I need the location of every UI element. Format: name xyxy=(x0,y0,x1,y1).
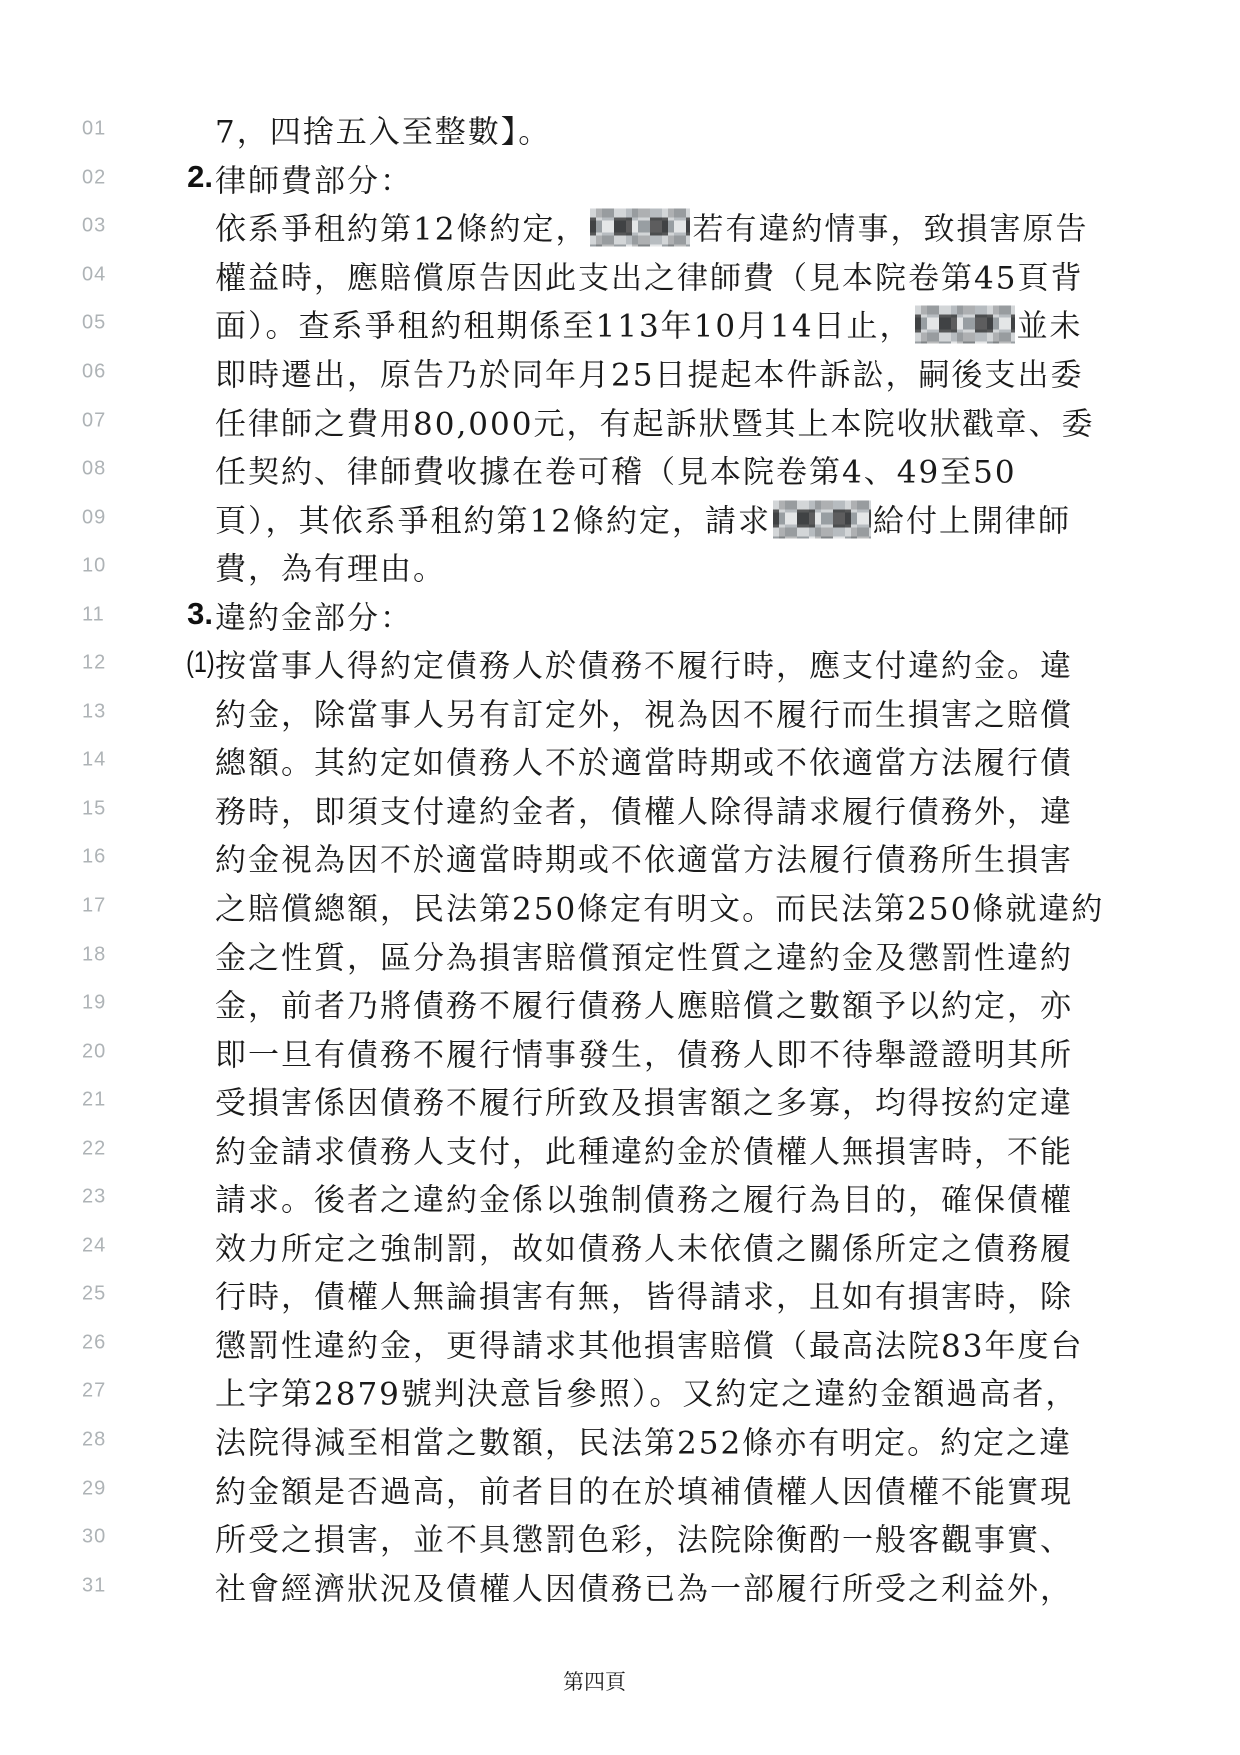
line-number: 14 xyxy=(82,748,107,771)
list-item-number: 2. xyxy=(187,159,213,195)
text-segment: 約金視為因不於適當時期或不依適當方法履行債務所生損害 xyxy=(215,842,1073,879)
text-segment: 給付上開律師 xyxy=(872,503,1071,540)
text-segment: 違約金部分： xyxy=(215,600,413,637)
line-number: 16 xyxy=(82,845,107,868)
text-segment: 社會經濟狀況及債權人因債務已為一部履行所受之利益外， xyxy=(215,1571,1073,1608)
line-row xyxy=(0,979,1240,1028)
line-text xyxy=(215,204,1088,249)
line-number: 31 xyxy=(82,1574,107,1597)
line-text xyxy=(187,592,413,637)
line-text xyxy=(215,981,1073,1026)
line-text xyxy=(215,884,1104,929)
line-number: 30 xyxy=(82,1525,107,1548)
line-text xyxy=(215,1078,1073,1123)
line-row xyxy=(0,1513,1240,1562)
line-number: 28 xyxy=(82,1428,107,1451)
line-row xyxy=(0,251,1240,300)
line-text xyxy=(215,786,1073,831)
line-text xyxy=(215,1369,1078,1414)
text-segment: 行時，債權人無論損害有無，皆得請求，且如有損害時，除 xyxy=(215,1279,1073,1316)
line-number: 11 xyxy=(82,603,105,626)
line-text xyxy=(215,932,1073,977)
line-text xyxy=(215,1272,1073,1317)
line-row xyxy=(0,299,1240,348)
line-row xyxy=(0,736,1240,785)
line-number: 09 xyxy=(82,506,107,529)
redacted-name-block xyxy=(590,209,690,247)
line-number: 17 xyxy=(82,894,107,917)
line-text xyxy=(215,1418,1072,1463)
line-number: 26 xyxy=(82,1331,107,1354)
line-number: 07 xyxy=(82,409,107,432)
line-number: 29 xyxy=(82,1477,107,1500)
text-segment: 所受之損害，並不具懲罰色彩，法院除衡酌一般客觀事實、 xyxy=(215,1522,1073,1559)
text-segment: 按當事人得約定債務人於債務不履行時，應支付違約金。違 xyxy=(215,648,1073,685)
line-text xyxy=(215,1126,1073,1171)
text-segment: 依系爭租約第12條約定， xyxy=(215,211,589,248)
text-segment: 效力所定之強制罰，故如債務人未依債之關係所定之債務履 xyxy=(215,1231,1073,1268)
line-text xyxy=(215,1466,1073,1511)
text-segment: 頁），其依系爭租約第12條約定，請求 xyxy=(215,503,771,540)
text-segment: 即時遷出，原告乃於同年月25日提起本件訴訟，嗣後支出委 xyxy=(215,357,1084,394)
line-row xyxy=(0,445,1240,494)
text-segment: 面）。查系爭租約租期係至113年10月14日止， xyxy=(215,308,913,345)
line-text xyxy=(215,1223,1073,1268)
text-segment: 懲罰性違約金，更得請求其他損害賠償（最高法院83年度台 xyxy=(215,1328,1084,1365)
text-segment: 務時，即須支付違約金者，債權人除得請求履行債務外，違 xyxy=(215,794,1073,831)
line-text xyxy=(215,447,1017,492)
line-number: 05 xyxy=(82,311,107,334)
line-text xyxy=(187,155,413,200)
list-item-number: 3. xyxy=(187,596,213,632)
redacted-name-block xyxy=(773,500,871,538)
line-text xyxy=(186,641,1073,686)
line-text xyxy=(215,495,1071,540)
line-row xyxy=(0,930,1240,979)
line-number: 03 xyxy=(82,214,107,237)
line-text xyxy=(215,1563,1073,1608)
text-segment: 總額。其約定如債務人不於適當時期或不依適當方法履行債 xyxy=(215,745,1073,782)
line-number: 10 xyxy=(82,554,107,577)
text-segment: 約金，除當事人另有訂定外，視為因不履行而生損害之賠償 xyxy=(215,697,1073,734)
line-number: 01 xyxy=(82,117,107,140)
sub-item-number: (1) xyxy=(186,645,215,679)
line-number: 24 xyxy=(82,1234,107,1257)
line-text xyxy=(215,1175,1073,1220)
text-segment: 請求。後者之違約金係以強制債務之履行為目的，確保債權 xyxy=(215,1182,1073,1219)
page-footer: 第四頁 xyxy=(563,1670,626,1694)
line-row xyxy=(0,590,1240,639)
text-segment: 約金額是否過高，前者目的在於填補債權人因債權不能實現 xyxy=(215,1474,1073,1511)
line-number: 15 xyxy=(82,797,107,820)
line-row xyxy=(0,1367,1240,1416)
text-segment: 並未 xyxy=(1016,308,1083,345)
text-segment: 7，四捨五入至整數】。 xyxy=(215,114,552,151)
line-number: 06 xyxy=(82,360,107,383)
text-segment: 法院得減至相當之數額，民法第252條亦有明定。約定之違 xyxy=(215,1425,1073,1462)
line-number: 18 xyxy=(82,943,107,966)
line-row xyxy=(0,688,1240,737)
line-row xyxy=(0,1561,1240,1610)
line-row xyxy=(0,785,1240,834)
line-number: 04 xyxy=(82,263,107,286)
document-lines xyxy=(0,105,1240,1610)
text-segment: 即一旦有債務不履行情事發生，債務人即不待舉證證明其所 xyxy=(215,1037,1073,1074)
line-number: 21 xyxy=(82,1088,107,1111)
line-text xyxy=(215,738,1073,783)
line-text xyxy=(215,398,1094,443)
line-row xyxy=(0,639,1240,688)
text-segment: 權益時，應賠償原告因此支出之律師費（見本院卷第45頁背 xyxy=(215,260,1084,297)
line-row xyxy=(0,154,1240,203)
line-text xyxy=(215,689,1073,734)
line-number: 23 xyxy=(82,1185,107,1208)
text-segment: 費，為有理由。 xyxy=(215,551,446,588)
text-segment: 金之性質，區分為損害賠償預定性質之違約金及懲罰性違約 xyxy=(215,940,1073,977)
line-text xyxy=(215,1515,1073,1560)
line-row xyxy=(0,1464,1240,1513)
text-segment: 之賠償總額，民法第250條定有明文。而民法第250條就違約 xyxy=(215,891,1105,928)
line-text xyxy=(215,1029,1073,1074)
line-row xyxy=(0,493,1240,542)
line-row xyxy=(0,1173,1240,1222)
line-row xyxy=(0,348,1240,397)
line-row xyxy=(0,105,1240,154)
line-text xyxy=(215,252,1083,297)
text-segment: 金，前者乃將債務不履行債務人應賠償之數額予以約定，亦 xyxy=(215,988,1073,1025)
line-row xyxy=(0,833,1240,882)
line-row xyxy=(0,1076,1240,1125)
line-row xyxy=(0,1319,1240,1368)
line-number: 13 xyxy=(82,700,107,723)
line-number: 02 xyxy=(82,166,107,189)
line-row xyxy=(0,1222,1240,1271)
line-number: 25 xyxy=(82,1282,107,1305)
line-text xyxy=(215,1320,1083,1365)
line-text xyxy=(215,301,1083,346)
line-text xyxy=(215,350,1083,395)
redacted-name-block xyxy=(915,306,1015,344)
line-row xyxy=(0,542,1240,591)
line-text xyxy=(215,107,551,152)
line-number: 22 xyxy=(82,1137,107,1160)
line-row xyxy=(0,202,1240,251)
text-segment: 受損害係因債務不履行所致及損害額之多寡，均得按約定違 xyxy=(215,1085,1073,1122)
line-row xyxy=(0,1124,1240,1173)
line-row xyxy=(0,1416,1240,1465)
line-text xyxy=(215,544,446,589)
line-number: 27 xyxy=(82,1379,107,1402)
line-row xyxy=(0,1270,1240,1319)
line-row xyxy=(0,396,1240,445)
text-segment: 律師費部分： xyxy=(215,163,413,200)
line-row xyxy=(0,1027,1240,1076)
text-segment: 任契約、律師費收據在卷可稽（見本院卷第4、49至50 xyxy=(215,454,1017,491)
line-number: 08 xyxy=(82,457,107,480)
line-number: 20 xyxy=(82,1040,107,1063)
line-number: 19 xyxy=(82,991,107,1014)
line-text xyxy=(215,835,1073,880)
text-segment: 上字第2879號判決意旨參照）。又約定之違約金額過高者， xyxy=(215,1376,1079,1413)
line-number: 12 xyxy=(82,651,107,674)
line-row xyxy=(0,882,1240,931)
text-segment: 若有違約情事，致損害原告 xyxy=(692,211,1089,248)
text-segment: 約金請求債務人支付，此種違約金於債權人無損害時，不能 xyxy=(215,1134,1073,1171)
text-segment: 任律師之費用80,000元，有起訴狀暨其上本院收狀戳章、委 xyxy=(215,406,1095,443)
